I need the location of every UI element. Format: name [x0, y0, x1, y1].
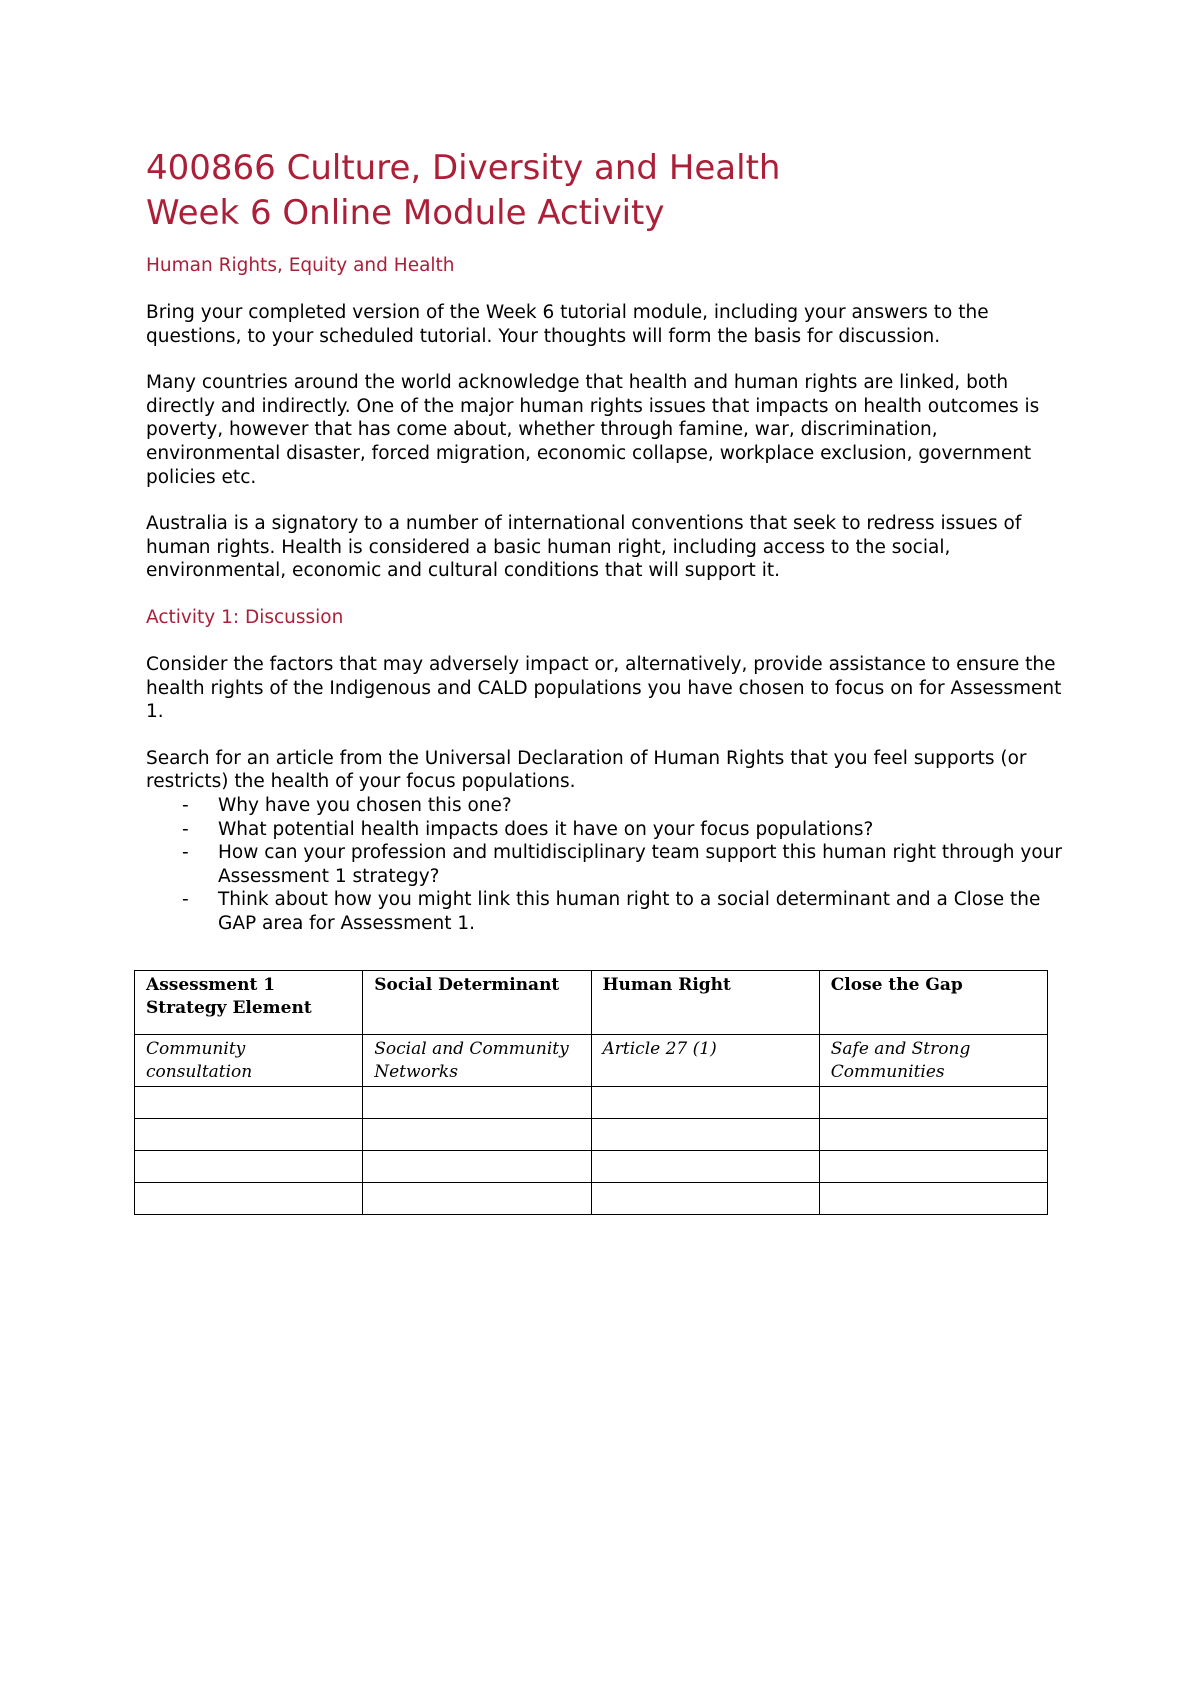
table-cell[interactable] — [591, 1151, 819, 1183]
example-strategy-element: Community consultation — [135, 1035, 363, 1087]
table-cell[interactable] — [819, 1119, 1047, 1151]
question-text: How can your profession and multidisciplinary team support this human right through your Assessment 1 strategy? — [218, 842, 1062, 887]
conventions-paragraph: Australia is a signatory to a number of international conventions that seek to redress issues of human rights. Health is considered a basic human right, including access to the social, environmental, economic and cultural conditions that will support it. — [146, 513, 1022, 582]
list-item — [182, 841, 1076, 888]
table-cell[interactable] — [363, 1119, 591, 1151]
question-text: Think about how you might link this human right to a social determinant and a Close the GAP area for Assessment 1. — [218, 889, 1041, 934]
header-close-the-gap: Close the Gap — [819, 971, 1047, 1035]
activity-instructions: Consider the factors that may adversely impact or, alternatively, provide assistance to ensure the health rights of the Indigenous and CALD populations you have chosen to focus on for Assessment 1. — [146, 653, 1062, 723]
table-cell[interactable] — [135, 1151, 363, 1183]
table-cell[interactable] — [135, 1087, 363, 1119]
table-cell[interactable] — [363, 1151, 591, 1183]
table-cell[interactable] — [591, 1087, 819, 1119]
header-strategy-element: Assessment 1 Strategy Element — [135, 971, 363, 1035]
header-social-determinant: Social Determinant — [363, 971, 591, 1035]
search-instructions: Search for an article from the Universal Declaration of Human Rights that you feel supports (or restricts) the health of your focus populations. — [146, 747, 1027, 793]
dash-bullet: - — [182, 818, 189, 840]
context-paragraph: Many countries around the world acknowledge that health and human rights are linked, both directly and indirectly. One of the major human rights issues that impacts on health outcomes is poverty, however that has come about, whether through famine, war, discrimination, environmental disaster, forced migration, economic collapse, workplace exclusion, government policies etc. — [146, 372, 1040, 488]
table-example-row — [135, 1035, 1048, 1087]
table-cell[interactable] — [135, 1119, 363, 1151]
example-social-determinant: Social and Community Networks — [363, 1035, 591, 1087]
table-row — [135, 1183, 1048, 1215]
table-cell[interactable] — [819, 1151, 1047, 1183]
table-cell[interactable] — [363, 1183, 591, 1215]
table-row — [135, 1151, 1048, 1183]
header-human-right: Human Right — [591, 971, 819, 1035]
table-cell[interactable] — [819, 1087, 1047, 1119]
question-list — [146, 794, 1076, 936]
list-item — [182, 794, 1076, 818]
dash-bullet: - — [182, 889, 189, 911]
table-header-row — [135, 971, 1048, 1035]
example-human-right: Article 27 (1) — [591, 1035, 819, 1087]
activity-heading: Activity 1: Discussion — [146, 606, 344, 628]
table-cell[interactable] — [363, 1087, 591, 1119]
question-text: Why have you chosen this one? — [218, 794, 512, 816]
table-cell[interactable] — [135, 1183, 363, 1215]
table-row — [135, 1119, 1048, 1151]
title-line-2: Week 6 Online Module Activity — [146, 193, 665, 233]
list-item — [182, 818, 1076, 842]
strategy-table — [134, 970, 1048, 1215]
document-page — [146, 146, 1076, 935]
intro-paragraph: Bring your completed version of the Week 6 tutorial module, including your answers to the questions, to your scheduled tutorial. Your thoughts will form the basis for discussion. — [146, 302, 989, 347]
table-cell[interactable] — [591, 1119, 819, 1151]
document-title — [146, 146, 1076, 236]
dash-bullet: - — [182, 794, 189, 816]
table-cell[interactable] — [591, 1183, 819, 1215]
dash-bullet: - — [182, 842, 189, 864]
list-item — [182, 888, 1076, 935]
example-close-the-gap: Safe and Strong Communities — [819, 1035, 1047, 1087]
section-heading-human-rights: Human Rights, Equity and Health — [146, 255, 455, 276]
table-cell[interactable] — [819, 1183, 1047, 1215]
title-line-1: 400866 Culture, Diversity and Health — [146, 148, 781, 188]
question-text: What potential health impacts does it have on your focus populations? — [218, 818, 874, 840]
table-row — [135, 1087, 1048, 1119]
